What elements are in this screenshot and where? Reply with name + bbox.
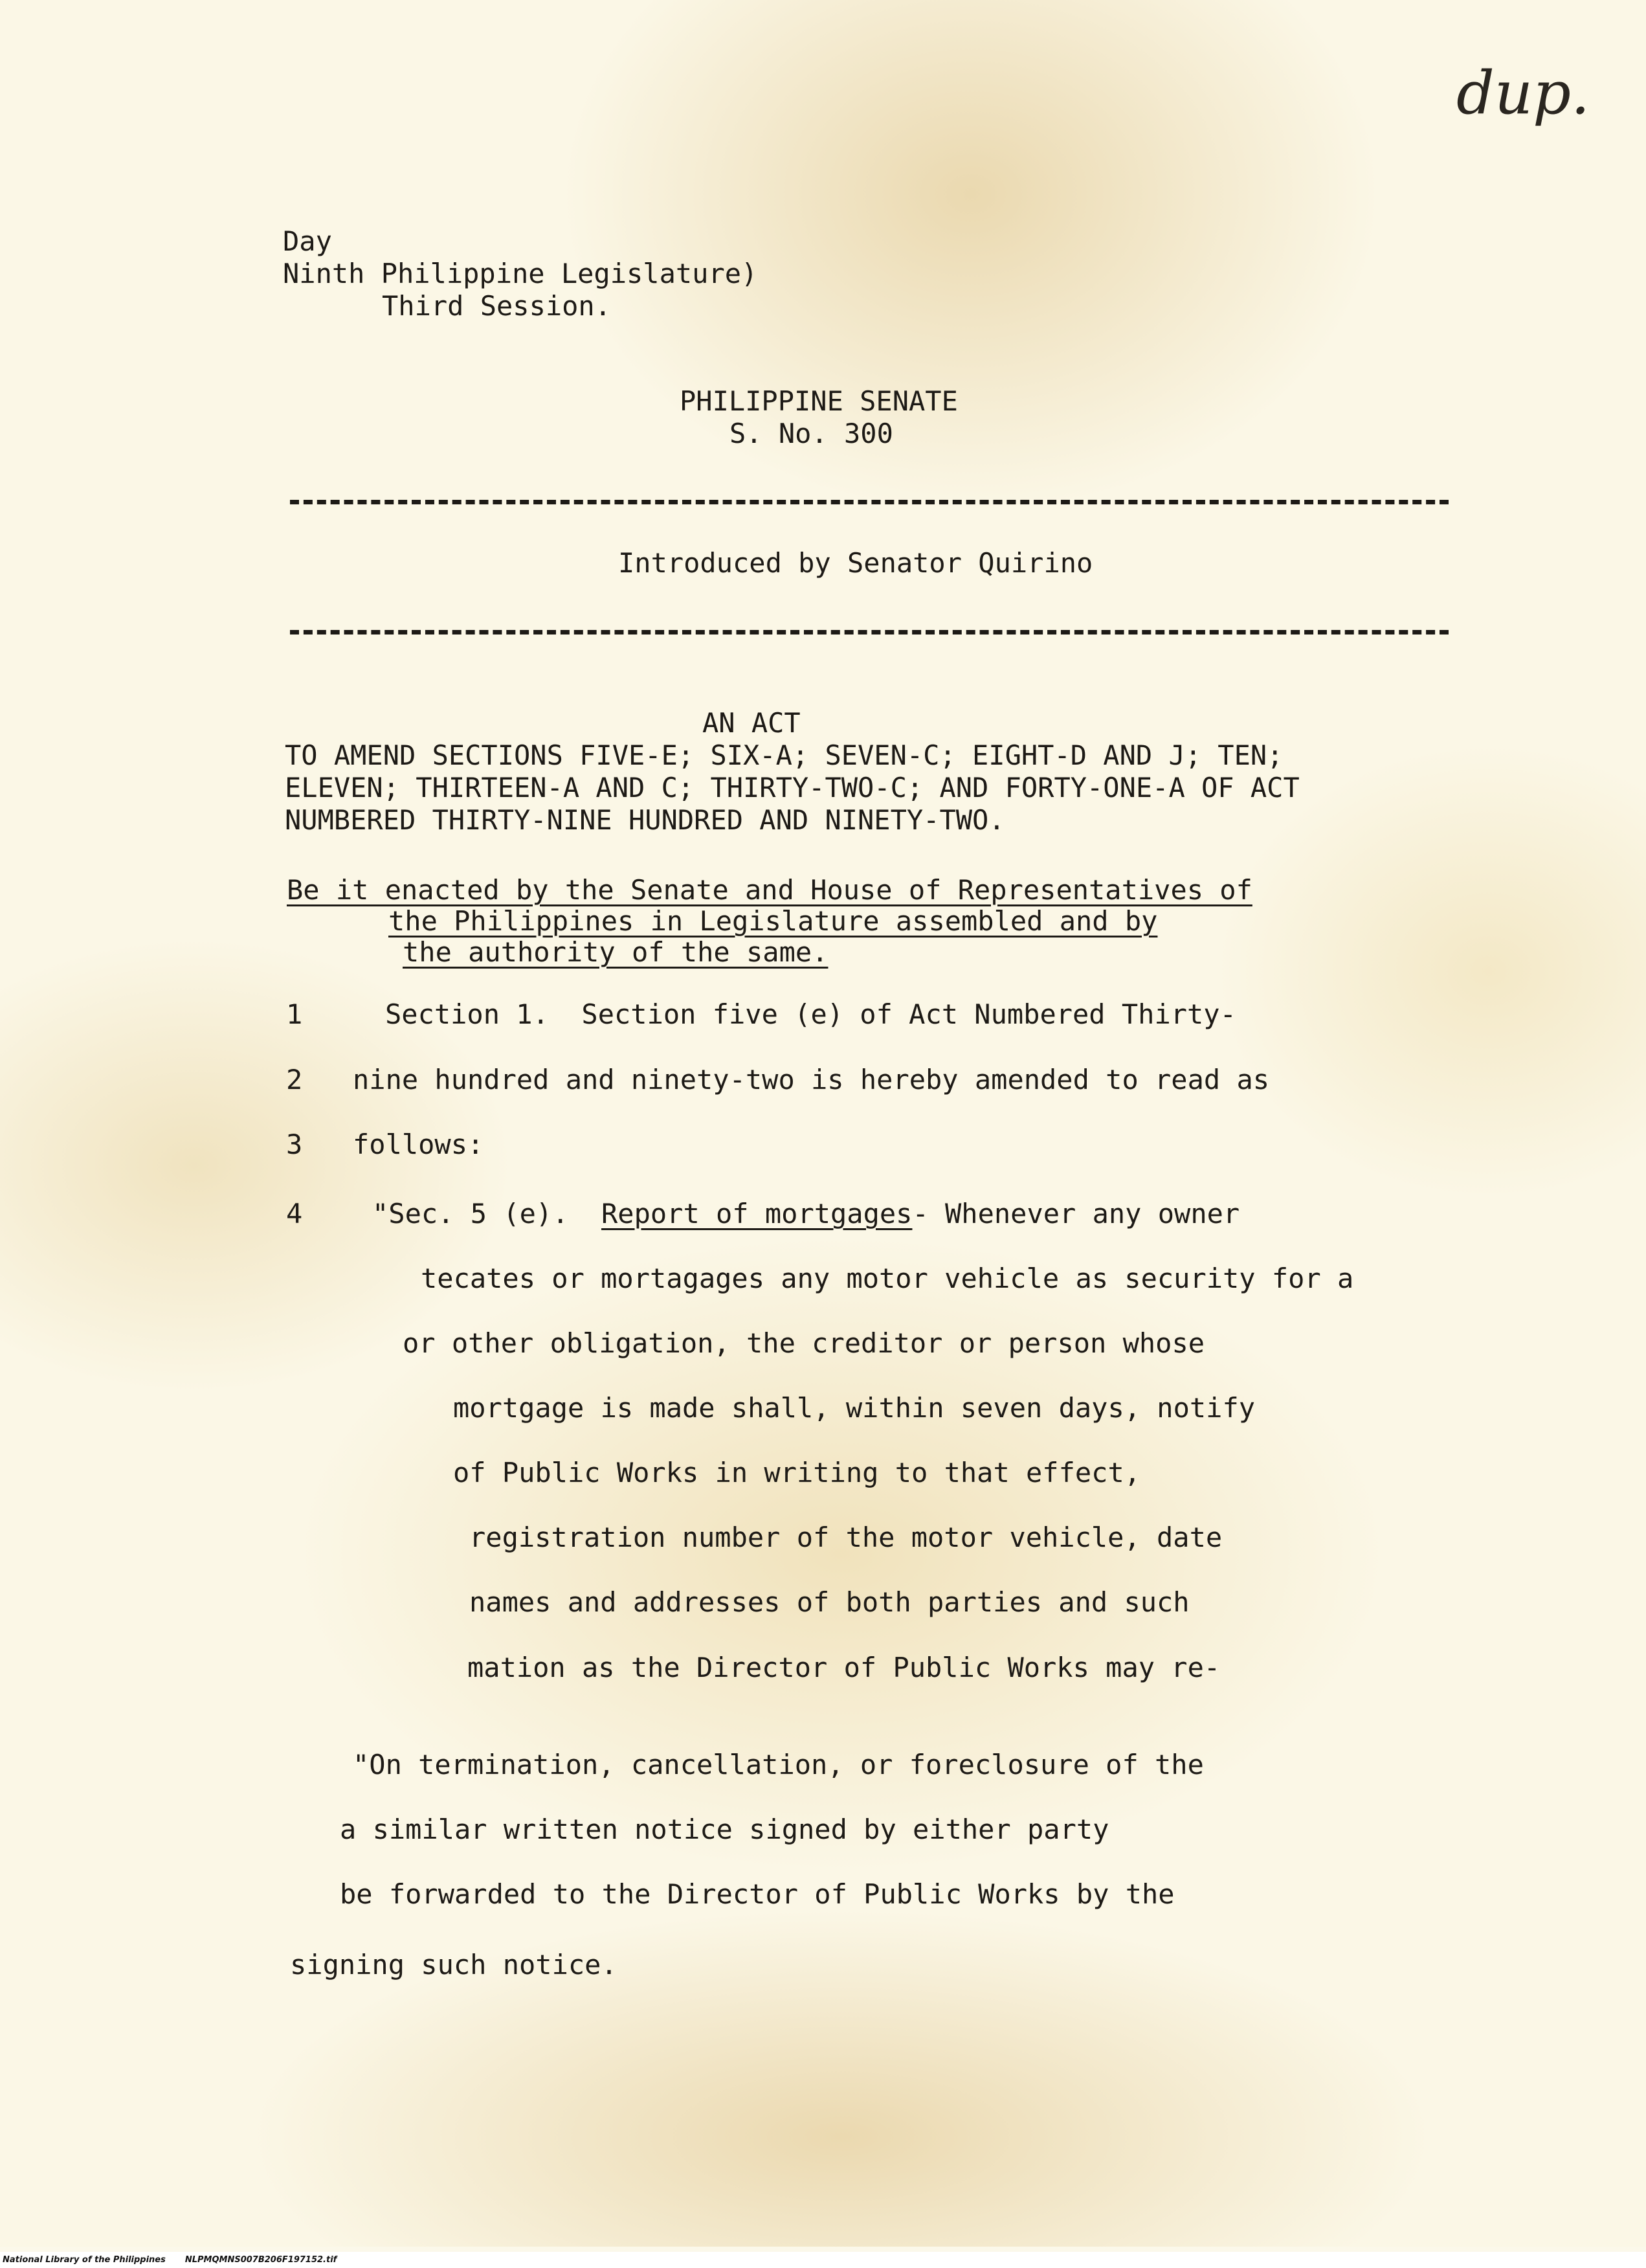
section-text: - Whenever any owner	[912, 1198, 1240, 1229]
act-line: TO AMEND SECTIONS FIVE-E; SIX-A; SEVEN-C; EIGHT-D AND J; TEN;	[285, 739, 1284, 771]
divider-bottom	[290, 630, 1449, 634]
termination-line: "On termination, cancellation, or foreclosure of the	[353, 1749, 1204, 1780]
body-line: mation as the Director of Public Works may re-	[467, 1652, 1221, 1683]
numbered-line-text	[372, 1198, 1240, 1230]
line-number: 3	[286, 1128, 303, 1160]
act-title: AN ACT	[702, 707, 801, 739]
termination-line: be forwarded to the Director of Public Works by the	[340, 1878, 1175, 1910]
body-line: tecates or mortagages any motor vehicle as security for a	[421, 1263, 1354, 1294]
introduced-by: Introduced by Senator Quirino	[618, 547, 1093, 579]
bill-number: S. No. 300	[729, 418, 893, 449]
footer-library: National Library of the Philippines	[3, 2255, 166, 2265]
handwritten-annotation: dup.	[1456, 58, 1590, 128]
footer-filename: NLPMQMNS007B206F197152.tif	[184, 2255, 337, 2265]
enacting-clause-line: Be it enacted by the Senate and House of Representatives of	[287, 874, 1252, 906]
report-of-mortgages-heading: Report of mortgages	[601, 1198, 913, 1229]
body-line: registration number of the motor vehicle, date	[469, 1521, 1223, 1553]
numbered-line-text: follows:	[353, 1128, 484, 1160]
body-line: names and addresses of both parties and such	[469, 1586, 1190, 1618]
act-line: ELEVEN; THIRTEEN-A AND C; THIRTY-TWO-C; AND FORTY-ONE-A OF ACT	[285, 772, 1300, 803]
body-line: mortgage is made shall, within seven days, notify	[453, 1392, 1256, 1424]
numbered-line-text: nine hundred and ninety-two is hereby amended to read as	[353, 1064, 1270, 1095]
header-session: Third Session.	[382, 290, 612, 322]
act-line: NUMBERED THIRTY-NINE HUNDRED AND NINETY-TWO.	[285, 804, 1005, 836]
scan-footer	[0, 2252, 1646, 2268]
header-legislature: Ninth Philippine Legislature)	[283, 258, 758, 289]
line-number: 2	[286, 1064, 303, 1095]
body-line: of Public Works in writing to that effect,	[453, 1457, 1141, 1488]
line-number: 4	[286, 1198, 303, 1229]
section-heading: "Sec. 5 (e).	[372, 1198, 602, 1229]
header-day: Day	[283, 225, 332, 257]
termination-line: signing such notice.	[290, 1949, 617, 1981]
line-number: 1	[286, 998, 303, 1030]
body-line: or other obligation, the creditor or person whose	[403, 1327, 1205, 1359]
divider-top	[290, 500, 1449, 504]
termination-line: a similar written notice signed by either party	[340, 1813, 1109, 1845]
numbered-line-text: Section 1. Section five (e) of Act Numbered Thirty-	[385, 998, 1236, 1030]
enacting-clause-line: the authority of the same.	[403, 936, 829, 968]
enacting-clause-line: the Philippines in Legislature assembled and by	[388, 905, 1158, 937]
chamber-name: PHILIPPINE SENATE	[680, 385, 958, 417]
